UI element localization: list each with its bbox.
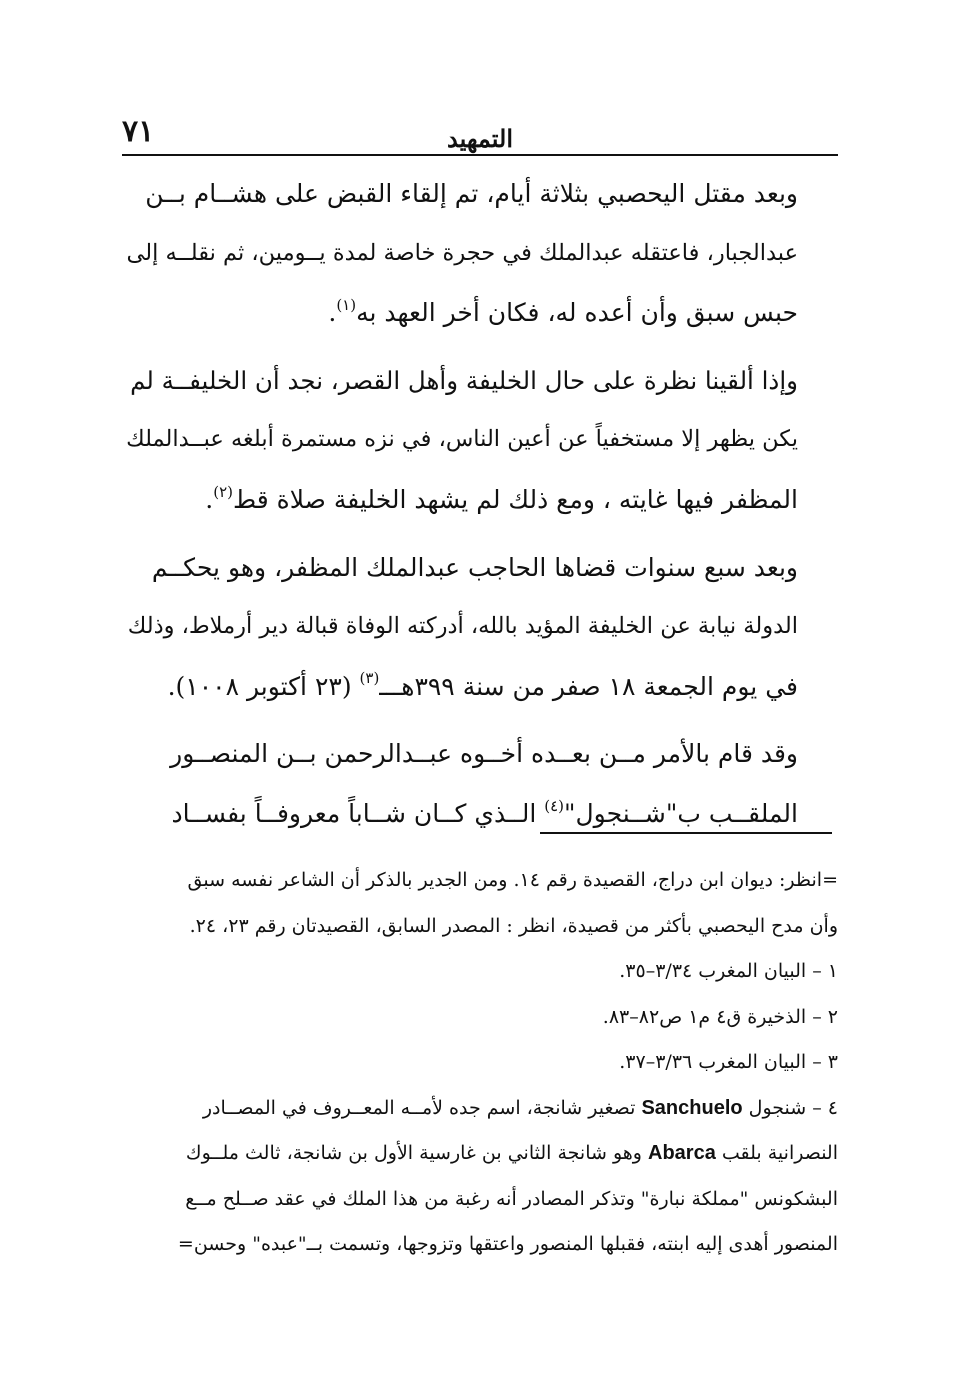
text-fragment: . bbox=[205, 484, 214, 514]
text-fragment: . bbox=[328, 298, 337, 328]
footnote-4-line-2 bbox=[122, 1131, 838, 1177]
footnote-separator bbox=[540, 832, 832, 834]
text-line: عبدالجبار، فاعتقله عبدالملك في حجرة خاصة لمدة يــومين، ثم نقلــه إلى bbox=[126, 239, 798, 266]
text-fragment: وهو شانجة الثاني بن غارسية الأول بن شانجة، ثالث ملــوك bbox=[185, 1142, 642, 1164]
text-line: وبعد مقتل اليحصبي بثلاثة أيام، تم إلقاء القبض على هشــام بــن bbox=[145, 179, 798, 208]
paragraph-2 bbox=[122, 351, 838, 530]
footnotes bbox=[122, 858, 838, 1268]
text-line: وقد قام بالأمر مــن بعــده أخــوه عبــدالرحمن بــن المنصــور bbox=[170, 739, 798, 769]
footnote-3: ٣ – البيان المغرب ٣/٣٦–٣٧. bbox=[619, 1051, 838, 1073]
running-title: التمهيد bbox=[447, 124, 513, 153]
text-line: وبعد سبع سنوات قضاها الحاجب عبدالملك المظفر، وهو يحكــم bbox=[151, 552, 798, 582]
header-rule bbox=[122, 154, 838, 156]
paragraph-1 bbox=[122, 164, 838, 343]
paragraph-4 bbox=[122, 724, 838, 843]
text-fragment: النصرانية بلقب bbox=[721, 1142, 838, 1164]
text-line-last bbox=[122, 784, 838, 844]
text-line-last bbox=[122, 283, 838, 343]
text-fragment: (٢٣ أكتوبر ١٠٠٨). bbox=[167, 671, 360, 701]
text-line: الدولة نيابة عن الخليفة المؤيد بالله، أدركته الوفاة قبالة دير أرملاط، وذلك bbox=[127, 613, 798, 640]
text-fragment: الــذي كــان شــاباً معروفــاً بفســاد bbox=[171, 798, 545, 828]
footnote-4-line-4: المنصور أهدى إليه ابنته، فقبلها المنصور واعتقها وتزوجها، وتسمت بــ"عبده" وحسن= bbox=[177, 1233, 838, 1255]
footnote-ref-2[interactable]: (٢) bbox=[213, 482, 234, 501]
page-header bbox=[122, 110, 838, 156]
text-fragment: الملقــب ب"شــنجول" bbox=[564, 798, 798, 828]
text-fragment: المظفر فيها غايته ، ومع ذلك لم يشهد الخليفة صلاة قط bbox=[233, 484, 798, 514]
footnote-ref-1[interactable]: (١) bbox=[336, 295, 357, 314]
text-line: يكن يظهر إلا مستخفياً عن أعين الناس، في نزه مستمرة أبلغه عبــدالملك bbox=[126, 426, 798, 453]
footnote-1: ١ – البيان المغرب ٣/٣٤–٣٥. bbox=[619, 960, 838, 982]
text-fragment: تصغير شانجة، اسم جده لأمــه المعــروف في المصــادر bbox=[202, 1096, 636, 1119]
paragraph-3 bbox=[122, 538, 838, 717]
text-fragment: في يوم الجمعة ١٨ صفر من سنة ٣٩٩هـــ bbox=[379, 671, 798, 701]
page-number: ٧١ bbox=[122, 114, 155, 149]
footnote-4-line-1 bbox=[122, 1086, 838, 1132]
text-line-last bbox=[122, 657, 838, 717]
footnote-continuation-line: وأن مدح اليحصبي بأكثر من قصيدة، انظر : المصدر السابق، القصيدتان رقم ٢٣، ٢٤. bbox=[189, 914, 838, 937]
footnote-2: ٢ – الذخيرة ق٤ م١ ص٨٢–٨٣. bbox=[602, 1005, 838, 1028]
latin-term: Abarca bbox=[648, 1142, 716, 1164]
footnote-continuation-line: =انظر: ديوان ابن دراج، القصيدة رقم ١٤. ومن الجدير بالذكر أن الشاعر نفسه سبق bbox=[187, 869, 838, 891]
main-text bbox=[122, 164, 838, 852]
latin-term: Sanchuelo bbox=[641, 1096, 743, 1119]
text-fragment: حبس سبق وأن أعده له، فكان أخر العهد به bbox=[356, 298, 798, 328]
text-fragment: ٤ – شنجول bbox=[748, 1096, 838, 1119]
footnote-ref-4[interactable]: (٤) bbox=[544, 796, 565, 815]
text-line-last bbox=[122, 470, 838, 530]
footnote-4-line-3: البشكونس "مملكة نبارة" وتذكر المصادر أنه رغبة من هذا الملك في عقد صــلح مــع bbox=[185, 1187, 838, 1210]
text-line: وإذا ألقينا نظرة على حال الخليفة وأهل القصر، نجد أن الخليفــة لم bbox=[130, 365, 798, 395]
footnote-ref-3[interactable]: (٣) bbox=[359, 669, 380, 688]
